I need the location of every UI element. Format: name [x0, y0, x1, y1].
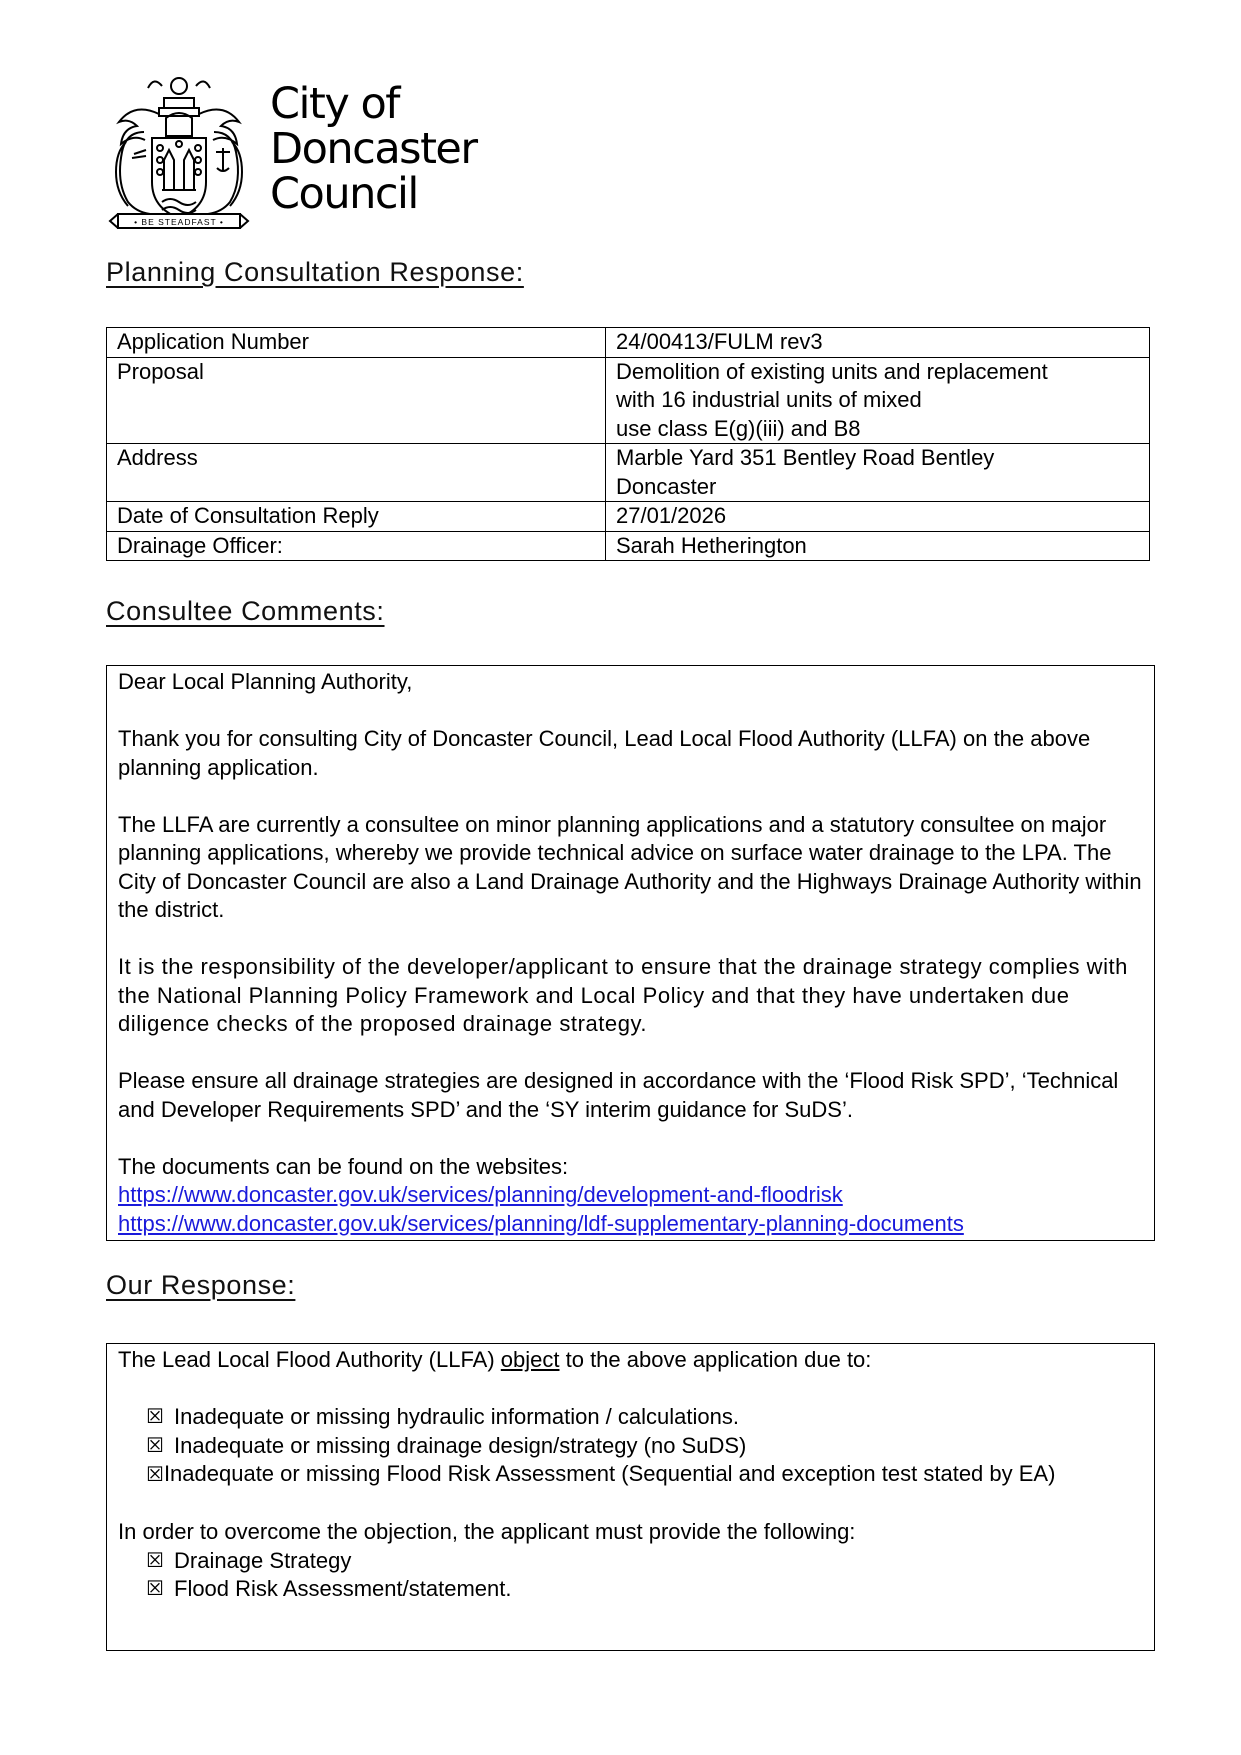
objection-prefix: The Lead Local Flood Authority (LLFA)	[118, 1347, 501, 1372]
planning-consultation-heading: Planning Consultation Response:	[106, 257, 524, 287]
our-response-box	[106, 1343, 1155, 1651]
consultation-date-label: Date of Consultation Reply	[107, 502, 606, 532]
requirement-item	[118, 1547, 1143, 1576]
reason-item	[118, 1432, 1143, 1461]
comment-paragraph-3: It is the responsibility of the developer/applicant to ensure that the drainage strategy complies with the National Planning Policy Framework and Local Policy and that they have undertaken due diligence checks of the proposed drainage strategy.	[118, 954, 1128, 1036]
requirement-item	[118, 1575, 1143, 1604]
reason-text: Inadequate or missing drainage design/strategy (no SuDS)	[174, 1432, 747, 1458]
council-name-line-2: Doncaster	[270, 124, 477, 174]
requirement-text: Drainage Strategy	[174, 1547, 352, 1573]
objection-keyword: object	[500, 1347, 560, 1372]
objection-suffix: to the above application due to:	[559, 1347, 872, 1372]
consultee-comments-heading: Consultee Comments:	[106, 596, 385, 626]
checked-checkbox-icon: ☒	[146, 1549, 164, 1572]
links-intro: The documents can be found on the websites:	[118, 1153, 569, 1179]
drainage-officer-value	[606, 531, 1150, 561]
proposal-label: Proposal	[107, 357, 606, 444]
value-line: with 16 industrial units of mixed	[616, 387, 922, 412]
requirement-text: Flood Risk Assessment/statement.	[174, 1576, 512, 1601]
checked-checkbox-icon: ☒	[146, 1434, 164, 1457]
checked-checkbox-icon: ☒	[146, 1406, 164, 1428]
table-row	[107, 531, 1150, 561]
reason-text: Inadequate or missing Flood Risk Assessment (Sequential and exception test stated by EA)	[163, 1461, 1056, 1486]
table-row	[107, 357, 1150, 444]
greeting: Dear Local Planning Authority,	[118, 669, 413, 694]
svg-text:• BE STEADFAST •: • BE STEADFAST •	[134, 217, 224, 227]
comment-paragraph-4: Please ensure all drainage strategies are designed in accordance with the ‘Flood Risk SPD’, ‘Technical and Developer Requirements SPD’ and the ‘SY interim guidance for SuDS’.	[118, 1068, 1119, 1122]
value-line: 27/01/2026	[616, 503, 727, 528]
reason-item	[118, 1403, 1143, 1432]
address-value	[606, 444, 1150, 502]
drainage-officer-label: Drainage Officer:	[107, 531, 606, 561]
consultee-comments-box	[106, 665, 1155, 1241]
consultation-date-value	[606, 502, 1150, 532]
checked-checkbox-icon: ☒	[146, 1464, 164, 1486]
our-response-heading: Our Response:	[106, 1270, 296, 1300]
comment-paragraph-1: Thank you for consulting City of Doncaster Council, Lead Local Flood Authority (LLFA) on the above planning application.	[118, 726, 1091, 780]
value-line: Doncaster	[616, 473, 717, 499]
checked-checkbox-icon: ☒	[146, 1578, 164, 1600]
value-line: 24/00413/FULM rev3	[616, 329, 823, 354]
application-details-table	[106, 327, 1150, 561]
application-number-label: Application Number	[107, 328, 606, 358]
table-row	[107, 328, 1150, 358]
table-row	[107, 444, 1150, 502]
objection-statement	[118, 1346, 1143, 1375]
application-number-value	[606, 328, 1150, 358]
value-line: Marble Yard 351 Bentley Road Bentley	[616, 445, 995, 470]
address-label: Address	[107, 444, 606, 502]
council-name-line-3: Council	[270, 169, 418, 219]
value-line: Demolition of existing units and replacement	[616, 358, 1048, 384]
council-name-line-1: City of	[270, 79, 399, 129]
table-row	[107, 502, 1150, 532]
reason-item	[118, 1460, 1143, 1490]
council-name	[270, 79, 477, 219]
proposal-value	[606, 357, 1150, 444]
value-line: Sarah Hetherington	[616, 532, 807, 558]
requirements-intro: In order to overcome the objection, the applicant must provide the following:	[118, 1519, 856, 1544]
link-ldf-supplementary-planning-documents[interactable]: https://www.doncaster.gov.uk/services/planning/ldf-supplementary-planning-documents	[118, 1210, 964, 1236]
value-line: use class E(g)(iii) and B8	[616, 415, 861, 441]
coat-of-arms-icon	[104, 72, 254, 232]
reason-text: Inadequate or missing hydraulic information / calculations.	[174, 1404, 739, 1429]
comment-paragraph-2: The LLFA are currently a consultee on minor planning applications and a statutory consultee on major planning applications, whereby we provide technical advice on surface water drainage to the LPA. The City of Doncaster Council are also a Land Drainage Authority and the Highways Drainage Authority within the district.	[118, 811, 1142, 922]
link-development-and-floodrisk[interactable]: https://www.doncaster.gov.uk/services/planning/development-and-floodrisk	[118, 1182, 843, 1207]
council-logo	[104, 72, 484, 232]
